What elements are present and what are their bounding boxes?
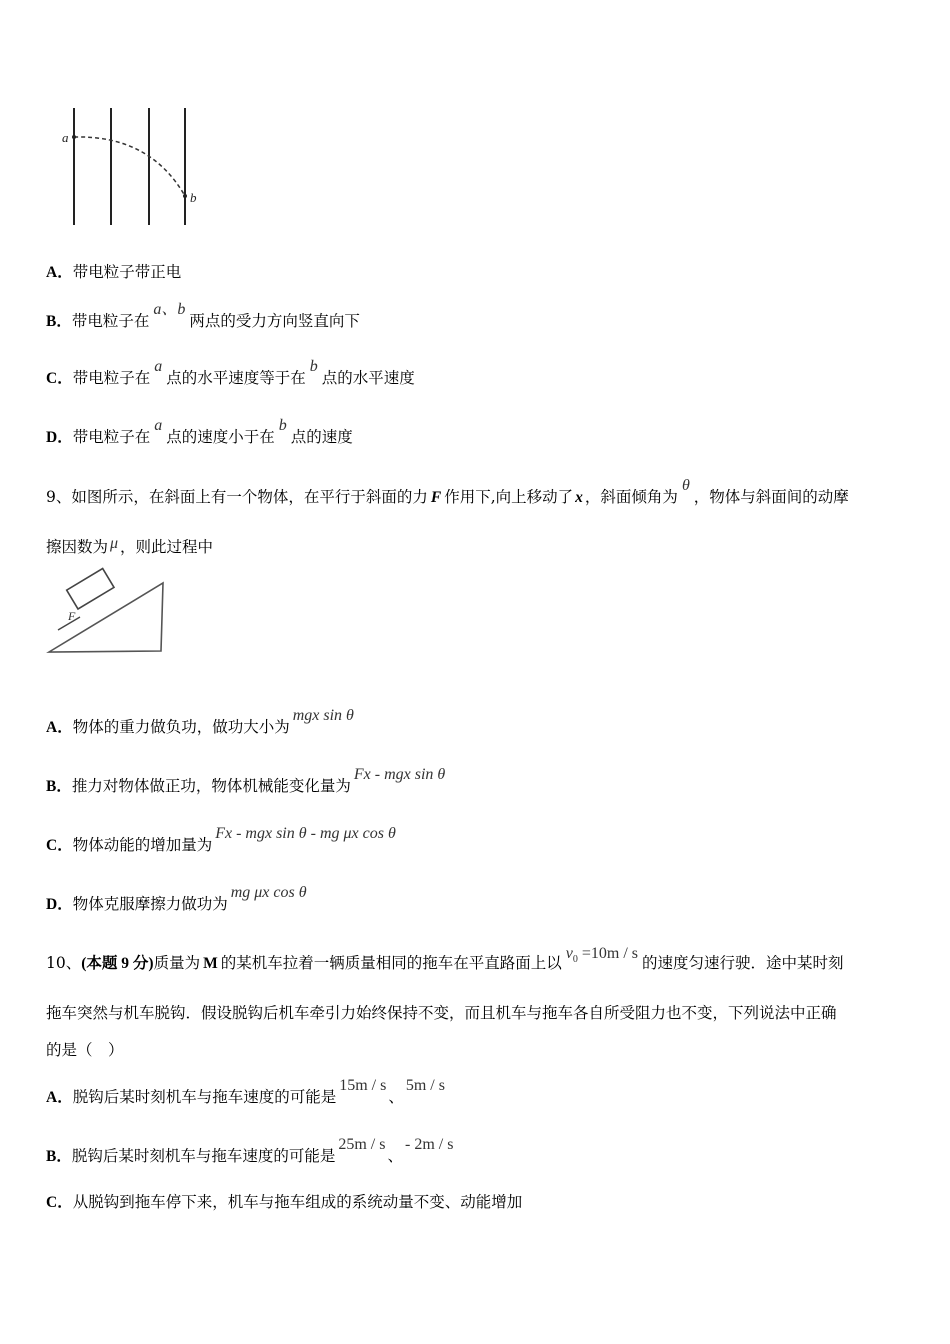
q10-stem-line2: 拖车突然与机车脱钩．假设脱钩后机车牵引力始终保持不变，而且机车与拖车各自所受阻力也不变，下列说法中正确 [46,1004,837,1022]
incline-triangle [49,583,163,652]
block [67,569,114,609]
trajectory-curve [74,137,185,196]
q9-option-c: C．物体动能的增加量为Fx - mgx sin θ - mg μx cos θ [46,825,396,854]
point-a [72,135,76,139]
incline-figure [44,578,174,663]
force-label: F [68,609,76,623]
q10-option-a: A．脱钩后某时刻机车与拖车速度的可能是15m / s、5m / s [46,1077,445,1106]
math-ab: a、b [153,301,186,318]
q9-option-b: B．推力对物体做正功，物体机械能变化量为Fx - mgx sin θ [46,766,446,795]
q10-stem-line3: 的是（ ） [46,1041,124,1059]
q8-option-d: D．带电粒子在a点的速度小于在b点的速度 [46,417,353,446]
q10-option-c: C．从脱钩到拖车停下来，机车与拖车组成的系统动量不变、动能增加 [46,1193,523,1211]
point-b [183,194,187,198]
field-lines-figure [55,100,195,230]
q10-option-b: B．脱钩后某时刻机车与拖车速度的可能是25m / s、- 2m / s [46,1136,454,1165]
q8-option-b: B．带电粒子在a、b两点的受力方向竖直向下 [46,301,360,330]
q9-option-d: D．物体克服摩擦力做功为mg μx cos θ [46,884,307,913]
q8-option-c: C．带电粒子在a点的水平速度等于在b点的水平速度 [46,358,415,387]
q10-stem-line1: 10、(本题 9 分)质量为 M 的某机车拉着一辆质量相同的拖车在平直路面上以$v_0 =10m / s$的速度匀速行驶．途中某时刻 [46,945,844,972]
label-b: b [190,190,197,205]
q9-option-a: A．物体的重力做负功，做功大小为mgx sin θ [46,707,354,736]
label-a: a [62,130,69,145]
q8-option-a: A．带电粒子带正电 [46,263,182,281]
q9-stem-line2: 擦因数为 μ ，则此过程中 [46,535,214,556]
q9-stem-line1: 9、如图所示，在斜面上有一个物体，在平行于斜面的力 F 作用下,向上移动了 x ，斜面倾角为θ，物体与斜面间的动摩 [46,477,849,506]
